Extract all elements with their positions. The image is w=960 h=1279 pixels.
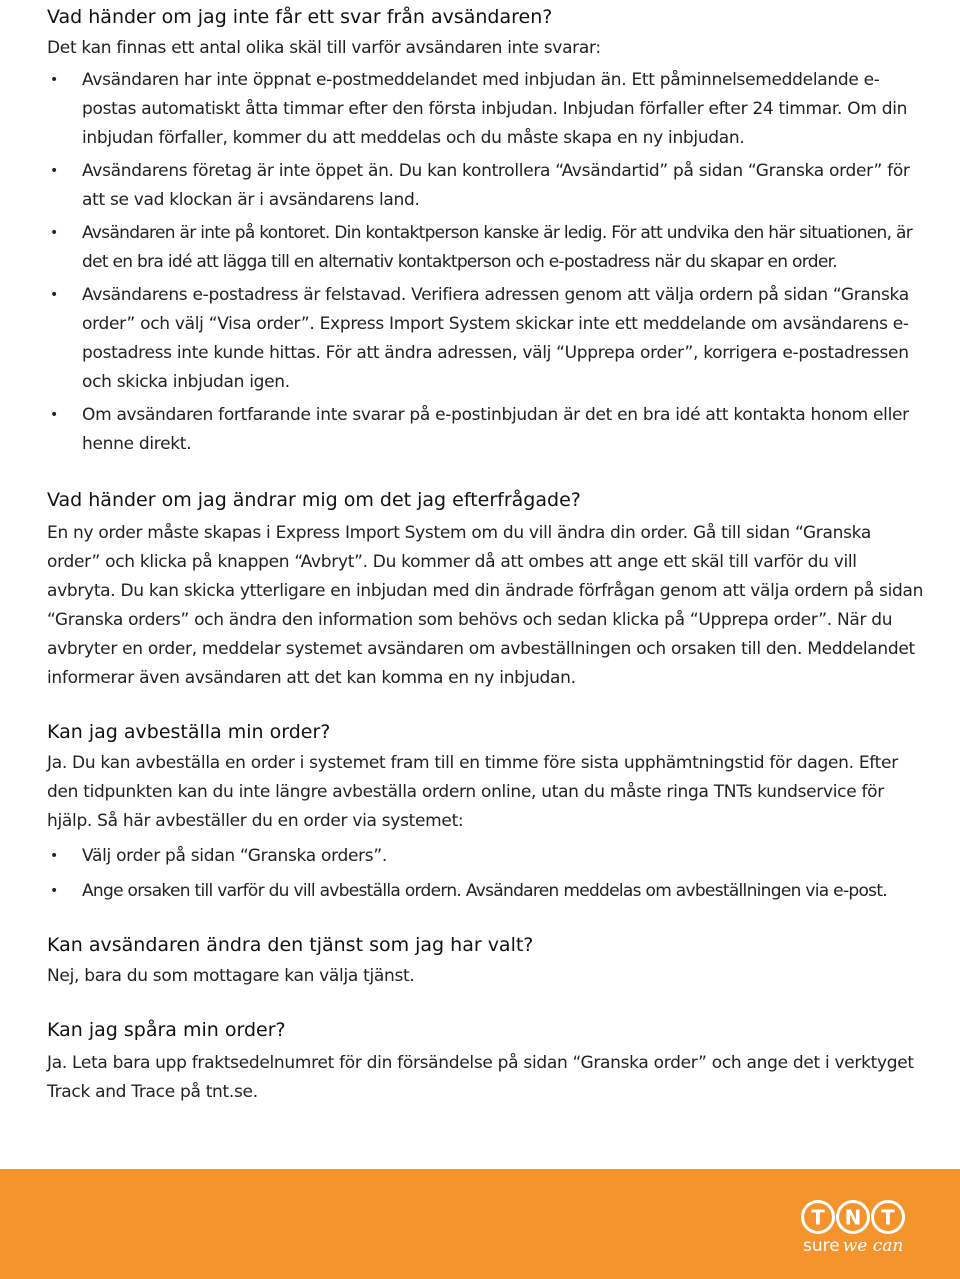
tnt-logo-circle-3 bbox=[873, 1202, 904, 1233]
list-item: • Avsändarens företag är inte öppet än. Du kan kontrollera “Avsändartid” på sidan “Granska order” för att se vad klockan är i avsändarens land. bbox=[47, 157, 927, 215]
svg-text:N: N bbox=[844, 1205, 862, 1230]
list-item: • Avsändaren är inte på kontoret. Din kontaktperson kanske är ledig. För att undvika den här situationen, är det en bra idé att lägga till en alternativ kontaktperson och e-postadress när du skapar en order. bbox=[47, 219, 927, 277]
no-reply-reasons-list bbox=[47, 66, 927, 459]
tnt-logo-circle-1 bbox=[803, 1202, 834, 1233]
tnt-logo bbox=[800, 1197, 910, 1267]
section-title-track: Kan jag spåra min order? bbox=[47, 1019, 286, 1041]
section-body-track: Ja. Leta bara upp fraktsedelnumret för din försändelse på sidan “Granska order” och ange det i verktyget Track and Trace på tnt.se. bbox=[47, 1053, 914, 1102]
section-body-change: En ny order måste skapas i Express Import System om du vill ändra din order. Gå till sidan “Granska order” och klicka på knappen “Avbryt”. Du kommer då att ombes att ange ett skäl till varför du vill avbryta. Du kan skicka ytterligare en inbjudan med din ändrade förfrågan genom att välja ordern på sidan “Granska orders” och ändra den information som behövs och sedan klicka på “Upprepa order”. När du avbryter en order, meddelar systemet avsändaren om avbeställningen och orsaken till den. Meddelandet informerar även avsändaren att det kan komma en ny inbjudan. bbox=[47, 523, 924, 688]
list-item: • Avsändarens e-postadress är felstavad. Verifiera adressen genom att välja ordern på sidan “Granska order” och välj “Visa order”. Express Import System skickar inte ett meddelande om avsändarens e-postadress inte kunde hittas. För att ändra adressen, välj “Upprepa order”, korrigera e-postadressen och skicka inbjudan igen. bbox=[47, 281, 927, 397]
section-title-change: Vad händer om jag ändrar mig om det jag efterfrågade? bbox=[47, 489, 581, 511]
section-body-cancel: Ja. Du kan avbeställa en order i systemet fram till en timme före sista upphämtningstid för dagen. Efter den tidpunkten kan du inte längre avbeställa ordern online, utan du måste ringa TNTs kundservice för hjälp. Så här avbeställer du en order via systemet: bbox=[47, 753, 898, 831]
svg-text:T: T bbox=[811, 1205, 825, 1230]
section-title-cancel: Kan jag avbeställa min order? bbox=[47, 721, 331, 743]
list-item: • Om avsändaren fortfarande inte svarar på e-postinbjudan är det en bra idé att kontakta honom eller henne direkt. bbox=[47, 401, 927, 459]
section-title-service: Kan avsändaren ändra den tjänst som jag har valt? bbox=[47, 934, 534, 956]
section-body-service: Nej, bara du som mottagare kan välja tjänst. bbox=[47, 966, 415, 986]
section-intro-no-reply: Det kan finnas ett antal olika skäl till varför avsändaren inte svarar: bbox=[47, 38, 601, 58]
tagline-sure: sure bbox=[803, 1236, 840, 1256]
section-no-reply bbox=[47, 4, 927, 459]
tnt-logo-circle-2 bbox=[838, 1202, 869, 1233]
cancel-steps-list bbox=[47, 842, 927, 906]
svg-text:T: T bbox=[881, 1205, 895, 1230]
tagline bbox=[803, 1236, 903, 1256]
tagline-we-can: we can bbox=[842, 1236, 904, 1256]
section-track bbox=[47, 1017, 927, 1107]
section-cancel bbox=[47, 719, 927, 906]
document-content bbox=[47, 0, 927, 1107]
section-title-no-reply: Vad händer om jag inte får ett svar från avsändaren? bbox=[47, 6, 553, 28]
section-service bbox=[47, 932, 927, 991]
list-item: • Välj order på sidan “Granska orders”. bbox=[47, 842, 927, 871]
list-item: • Avsändaren har inte öppnat e-postmeddelandet med inbjudan än. Ett påminnelsemeddelande e-postas automatiskt åtta timmar efter den första inbjudan. Inbjudan förfaller efter 24 timmar. Om din inbjudan förfaller, kommer du att meddelas och du måste skapa en ny inbjudan. bbox=[47, 66, 927, 153]
section-change bbox=[47, 487, 927, 693]
list-item: • Ange orsaken till varför du vill avbeställa ordern. Avsändaren meddelas om avbeställningen via e-post. bbox=[47, 877, 927, 906]
